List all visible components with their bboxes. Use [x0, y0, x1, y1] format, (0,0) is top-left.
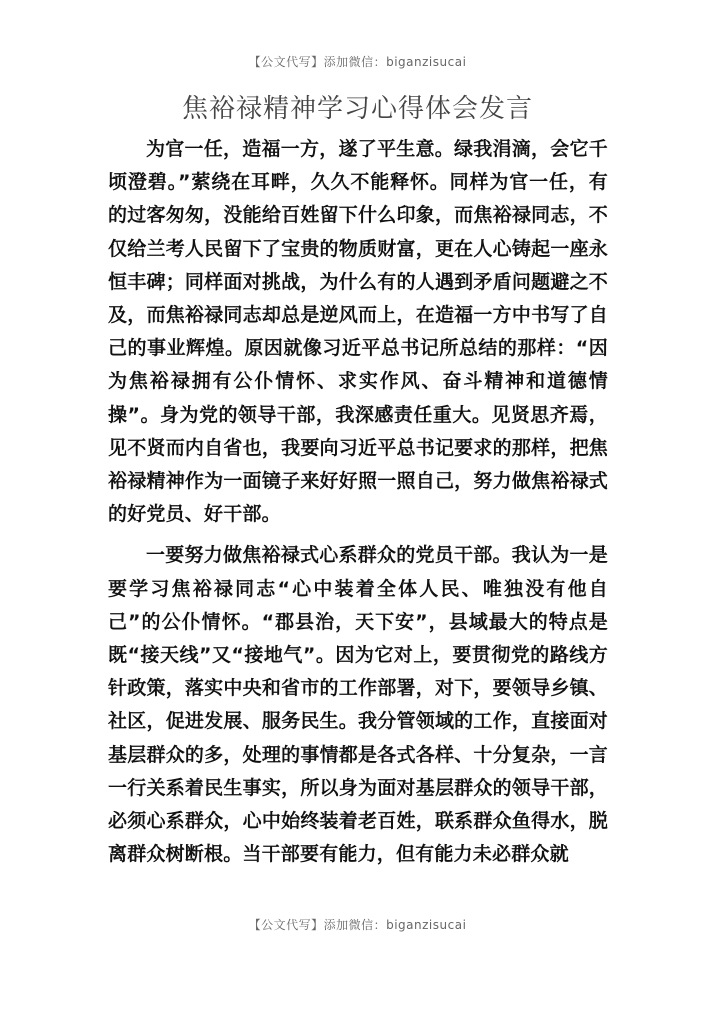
paragraph: 一要努力做焦裕禄式心系群众的党员干部。我认为一是要学习焦裕禄同志“心中装着全体人民、唯独没有他自己”的公仆情怀。“郡县治，天下安”，县域最大的特点是既“接天线”又“接地气”。因为它对上，要贯彻党的路线方针政策，落实中央和省市的工作部署，对下，要领导乡镇、社区，促进发展、服务民生。我分管领域的工作，直接面对基层群众的多，处理的事情都是各式各样、十分复杂，一言一行关系着民生事实，所以身为面对基层群众的领导干部，必须心系群众，心中始终装着老百姓，联系群众鱼得水，脱离群众树断根。当干部要有能力，但有能力未必群众就	[108, 544, 608, 866]
document-title: 焦裕禄精神学习心得体会发言	[181, 94, 533, 124]
paragraph: 为官一任，造福一方，遂了平生意。绿我涓滴，会它千顷澄碧。”萦绕在耳畔，久久不能释怀。同样为官一任，有的过客匆匆，没能给百姓留下什么印象，而焦裕禄同志，不仅给兰考人民留下了宝贵的物质财富，更在人心铸起一座永恒丰碑；同样面对挑战，为什么有的人遇到矛盾问题避之不及，而焦裕禄同志却总是逆风而上，在造福一方中书写了自己的事业辉煌。原因就像习近平总书记所总结的那样：“因为焦裕禄拥有公仆情怀、求实作风、奋斗精神和道德情操”。身为党的领导干部，我深感责任重大。见贤思齐焉，见不贤而内自省也，我要向习近平总书记要求的那样，把焦裕禄精神作为一面镜子来好好照一照自己，努力做焦裕禄式的好党员、好干部。	[108, 138, 608, 526]
document-body	[108, 133, 608, 879]
footer-watermark-note: 【公文代写】添加微信：biganzisucai	[248, 918, 467, 932]
header-watermark-note: 【公文代写】添加微信：biganzisucai	[248, 55, 467, 69]
